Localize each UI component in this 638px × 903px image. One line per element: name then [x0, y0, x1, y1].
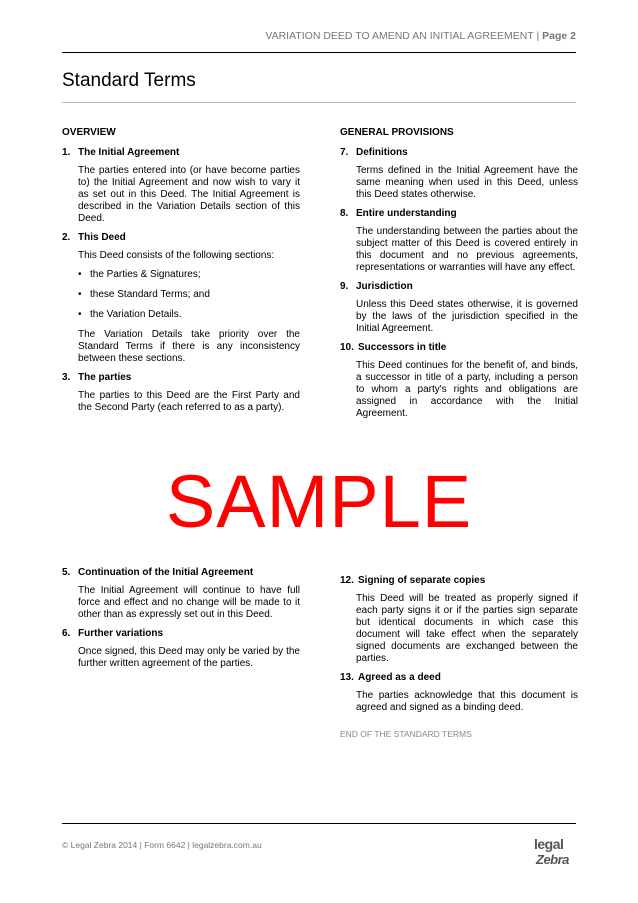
lower-left-column	[62, 567, 300, 677]
page-header	[265, 30, 576, 42]
clause-title: 3. The parties	[62, 372, 132, 383]
clause-title: 1. The Initial Agreement	[62, 147, 180, 158]
clause-text: Unless this Deed states otherwise, it is governed by the laws of the jurisdiction specified in the Initial Agreement.	[356, 299, 578, 334]
logo-line-1: legal	[534, 836, 564, 852]
clause-title: 13. Agreed as a deed	[340, 672, 441, 683]
clause-title: 2. This Deed	[62, 232, 126, 243]
lower-right-column	[340, 575, 578, 740]
end-of-terms-note: END OF THE STANDARD TERMS	[340, 729, 472, 739]
clause-title: 12. Signing of separate copies	[340, 575, 486, 586]
section-heading-general-provisions: GENERAL PROVISIONS	[340, 127, 454, 138]
section-heading-overview: OVERVIEW	[62, 127, 116, 138]
general-provisions-column	[340, 127, 578, 427]
logo-line-2: Zebra	[536, 852, 569, 867]
clause-text: This Deed continues for the benefit of, and binds, a successor in title of a party, including a person to whom a party's rights and obligations are assigned in accordance with the Initial Agreement.	[356, 360, 578, 419]
clause-title: 6. Further variations	[62, 628, 164, 639]
clause-text: The parties entered into (or have become parties to) the Initial Agreement and now wish to vary it as set out in this Deed. The Initial Agreement is described in the Variation Details section of this Deed.	[78, 165, 300, 224]
clause-text: Once signed, this Deed may only be varied by the further written agreement of the parties.	[78, 646, 300, 669]
clause-text: The parties acknowledge that this document is agreed and signed as a binding deed.	[356, 690, 578, 713]
clause-text: The Initial Agreement will continue to have full force and effect and no change will be made to it other than as expressly set out in this Deed.	[78, 585, 300, 620]
clause-text: The parties to this Deed are the First Party and the Second Party (each referred to as a party).	[78, 390, 300, 413]
footer-rule	[62, 823, 576, 824]
page-title: Standard Terms	[62, 70, 196, 91]
clause-title: 8. Entire understanding	[340, 208, 457, 219]
clause-text: The Variation Details take priority over the Standard Terms if there is any inconsistency between these sections.	[78, 329, 300, 364]
bullet-item: • these Standard Terms; and	[78, 289, 300, 301]
legal-zebra-logo	[532, 836, 572, 876]
title-rule	[62, 102, 576, 103]
bullet-item: • the Variation Details.	[78, 309, 300, 321]
sample-watermark: SAMPLE	[165, 460, 473, 543]
header-title: VARIATION DEED TO AMEND AN INITIAL AGREEMENT |	[265, 30, 540, 42]
clause-title: 7. Definitions	[340, 147, 408, 158]
bullet-item: • the Parties & Signatures;	[78, 269, 300, 281]
clause-title: 5. Continuation of the Initial Agreement	[62, 567, 254, 578]
clause-text: This Deed consists of the following sections:	[78, 250, 275, 261]
clause-text: The understanding between the parties about the subject matter of this Deed is covered entirely in this document and no previous agreements, representations or warranties will have any effect.	[356, 226, 578, 273]
overview-column	[62, 127, 300, 421]
clause-text: Terms defined in the Initial Agreement have the same meaning when used in this Deed, unless this Deed states otherwise.	[356, 165, 578, 200]
clause-title: 9. Jurisdiction	[340, 281, 413, 292]
clause-title: 10. Successors in title	[340, 342, 447, 353]
header-page-number: Page 2	[542, 30, 576, 42]
footer-text: © Legal Zebra 2014 | Form 6642 | legalzebra.com.au	[62, 840, 262, 850]
header-rule	[62, 52, 576, 53]
clause-text: This Deed will be treated as properly signed if each party signs it or if the parties sign separate but identical documents in which case this document will take effect when the separately signed documents are exchanged between the parties.	[356, 593, 578, 664]
